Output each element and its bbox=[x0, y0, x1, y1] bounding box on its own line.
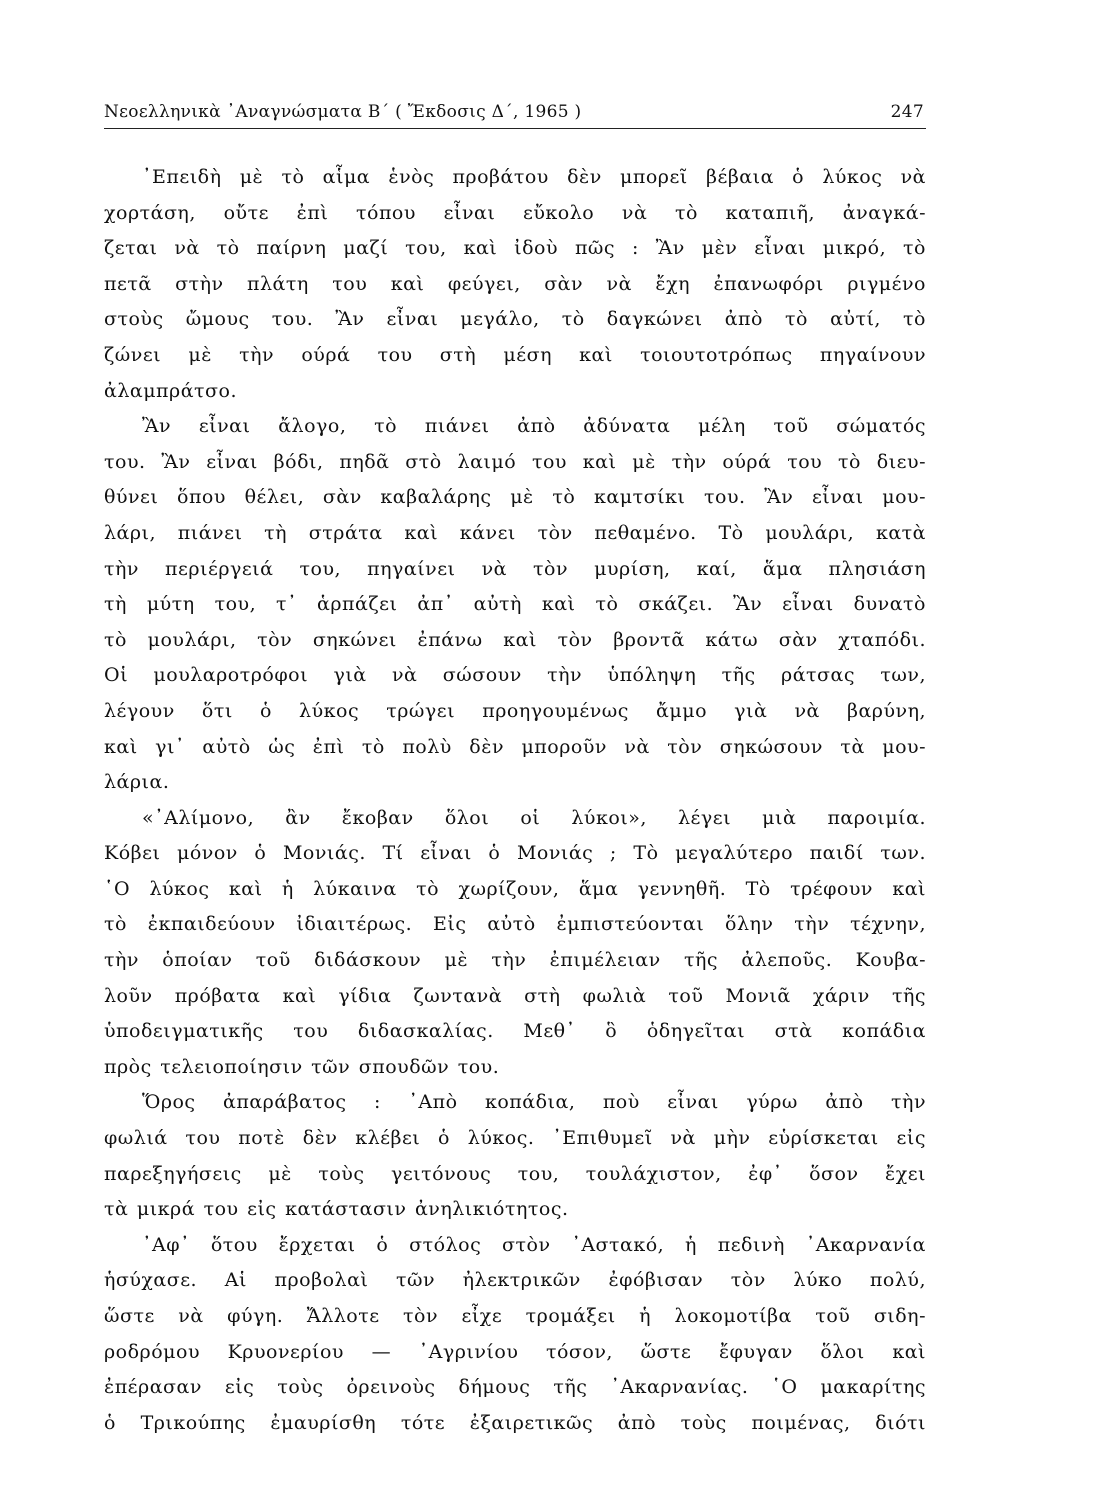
page-number: 247 bbox=[890, 102, 924, 122]
header-rule bbox=[104, 128, 926, 129]
text-line: Οἱ μουλαροτρόφοι γιὰ νὰ σώσουν τὴν ὑπόληψη τῆς ράτσας των, bbox=[104, 664, 926, 687]
text-line: παρεξηγήσεις μὲ τοὺς γειτόνους του, τουλάχιστον, ἐφ᾿ ὅσον ἔχει bbox=[104, 1162, 926, 1185]
text-line: τὴν περιέργειά του, πηγαίνει νὰ τὸν μυρίση, καί, ἅμα πλησιάση bbox=[104, 557, 926, 580]
text-line: λοῦν πρόβατα καὶ γίδια ζωντανὰ στὴ φωλιὰ τοῦ Μονιᾶ χάριν τῆς bbox=[104, 984, 926, 1007]
text-line: ὑποδειγματικῆς του διδασκαλίας. Μεθ᾿ ὃ ὁδηγεῖται στὰ κοπάδια bbox=[104, 1020, 926, 1043]
text-line: καὶ γι᾿ αὐτὸ ὡς ἐπὶ τὸ πολὺ δὲν μποροῦν νὰ τὸν σηκώσουν τὰ μου- bbox=[104, 735, 926, 758]
text-line: ροδρόμου Κρυονερίου — ᾿Αγρινίου τόσον, ὥστε ἔφυγαν ὅλοι καὶ bbox=[104, 1340, 926, 1363]
text-line: ὥστε νὰ φύγη. Ἄλλοτε τὸν εἶχε τρομάξει ἡ λοκομοτίβα τοῦ σιδη- bbox=[104, 1305, 926, 1327]
text-line: τὸ ἐκπαιδεύουν ἰδιαιτέρως. Εἰς αὐτὸ ἐμπιστεύονται ὅλην τὴν τέχνην, bbox=[104, 913, 926, 936]
text-line: ἀλαμπράτσο. bbox=[104, 379, 237, 402]
text-line: ζώνει μὲ τὴν ούρά του στὴ μέση καὶ τοιουτοτρόπως πηγαίνουν bbox=[104, 343, 926, 366]
text-line: ῾Ο λύκος καὶ ἡ λύκαινα τὸ χωρίζουν, ἅμα γεννηθῆ. Τὸ τρέφουν καὶ bbox=[104, 877, 926, 900]
text-line: φωλιά του ποτὲ δὲν κλέβει ὁ λύκος. ᾿Επιθυμεῖ νὰ μὴν εὑρίσκεται εἰς bbox=[104, 1127, 926, 1150]
paragraph bbox=[104, 409, 926, 801]
text-line: Κόβει μόνον ὁ Μονιάς. Τί εἶναι ὁ Μονιάς ; Τὸ μεγαλύτερο παιδί των. bbox=[104, 842, 926, 865]
text-line: λέγουν ὅτι ὁ λύκος τρώγει προηγουμένως ἄμμο γιὰ νὰ βαρύνη, bbox=[104, 699, 926, 722]
text-line: ὁ Τρικούπης ἐμαυρίσθη τότε ἐξαιρετικῶς ἀπὸ τοὺς ποιμένας, διότι bbox=[104, 1411, 926, 1434]
text-line: πετᾶ στὴν πλάτη του καὶ φεύγει, σὰν νὰ ἔχη ἐπανωφόρι ριγμένο bbox=[104, 272, 926, 295]
text-line: Ἂν εἶναι ἄλογο, τὸ πιάνει ἀπὸ ἀδύνατα μέλη τοῦ σώματός bbox=[142, 415, 926, 438]
text-line: θύνει ὅπου θέλει, σὰν καβαλάρης μὲ τὸ καμτσίκι του. Ἂν εἶναι μου- bbox=[104, 486, 926, 509]
text-line: τὴ μύτη του, τ᾿ ἁρπάζει ἀπ᾿ αὐτὴ καὶ τὸ σκάζει. Ἂν εἶναι δυνατὸ bbox=[104, 593, 926, 616]
text-line: ἐπέρασαν εἰς τοὺς ὀρεινοὺς δήμους τῆς ᾿Ακαρνανίας. ῾Ο μακαρίτης bbox=[104, 1376, 926, 1399]
text-line: πρὸς τελειοποίησιν τῶν σπουδῶν του. bbox=[104, 1055, 500, 1078]
text-line: χορτάση, οὔτε ἐπὶ τόπου εἶναι εὔκολο νὰ τὸ καταπιῆ, ἀναγκά- bbox=[104, 201, 926, 224]
text-line: ἡσύχασε. Αἱ προβολαὶ τῶν ἠλεκτρικῶν ἐφόβισαν τὸν λύκο πολύ, bbox=[104, 1269, 926, 1292]
text-line: λάρι, πιάνει τὴ στράτα καὶ κάνει τὸν πεθαμένο. Τὸ μουλάρι, κατὰ bbox=[104, 521, 926, 544]
text-line: τὰ μικρά του εἰς κατάστασιν ἀνηλικιότητος. bbox=[104, 1198, 569, 1221]
text-line: «᾿Αλίμονο, ἂν ἔκοβαν ὅλοι οἱ λύκοι», λέγει μιὰ παροιμία. bbox=[142, 806, 926, 829]
text-line: ζεται νὰ τὸ παίρνη μαζί του, καὶ ἰδοὺ πῶς : Ἂν μὲν εἶναι μικρό, τὸ bbox=[104, 237, 926, 260]
text-line: Ὅρος ἀπαράβατος : ᾿Απὸ κοπάδια, ποὺ εἶναι γύρω ἀπὸ τὴν bbox=[142, 1091, 926, 1114]
body-text bbox=[104, 160, 926, 1441]
text-line: λάρια. bbox=[104, 771, 170, 794]
paragraph bbox=[104, 1085, 926, 1227]
text-line: τὸ μουλάρι, τὸν σηκώνει ἐπάνω καὶ τὸν βροντᾶ κάτω σὰν χταπόδι. bbox=[104, 628, 926, 651]
text-line: ᾿Αφ᾿ ὅτου ἔρχεται ὁ στόλος στὸν ᾿Αστακό, ἡ πεδινὴ ᾿Ακαρνανία bbox=[142, 1233, 926, 1256]
paragraph bbox=[104, 160, 926, 409]
text-line: ᾿Επειδὴ μὲ τὸ αἷμα ἑνὸς προβάτου δὲν μπορεῖ βέβαια ὁ λύκος νὰ bbox=[142, 166, 926, 188]
paragraph bbox=[104, 801, 926, 1086]
text-line: στοὺς ὤμους του. Ἂν εἶναι μεγάλο, τὸ δαγκώνει ἀπὸ τὸ αὐτί, τὸ bbox=[104, 308, 926, 331]
text-line: τὴν ὁποίαν τοῦ διδάσκουν μὲ τὴν ἐπιμέλειαν τῆς ἀλεποῦς. Κουβα- bbox=[104, 949, 926, 972]
running-head-title: Νεοελληνικὰ ᾿Αναγνώσματα Β΄ ( Ἔκδοσις Δ΄, 1965 ) bbox=[104, 102, 582, 122]
paragraph bbox=[104, 1228, 926, 1442]
text-line: του. Ἂν εἶναι βόδι, πηδᾶ στὸ λαιμό του καὶ μὲ τὴν ούρά του τὸ διευ- bbox=[104, 450, 926, 473]
running-head bbox=[104, 100, 926, 130]
